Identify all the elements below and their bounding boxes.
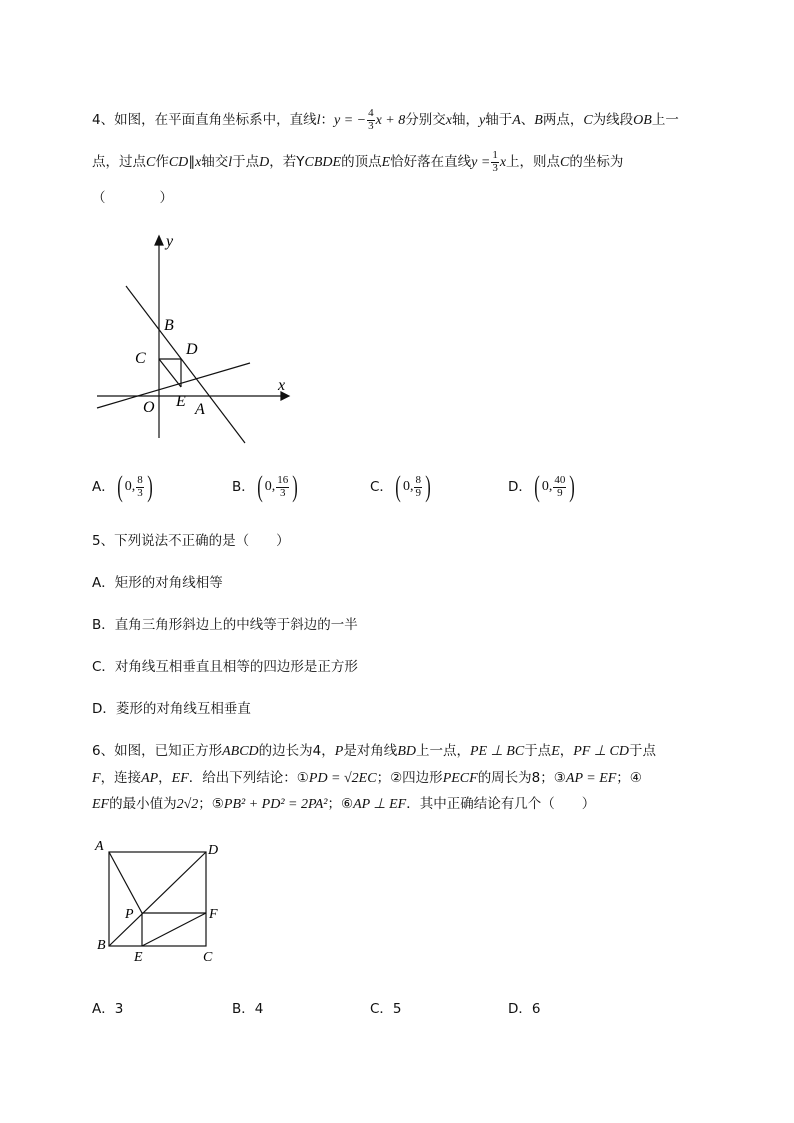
label-x: x xyxy=(278,377,286,394)
q4-option-c[interactable]: C．( 0, $\frac{8}{9}$ ) xyxy=(370,470,431,503)
q6-option-b[interactable]: B．4 xyxy=(232,1001,264,1017)
segment-ce xyxy=(159,359,181,387)
label-e: E xyxy=(176,393,186,410)
label-a: A xyxy=(95,839,104,854)
label-a: A xyxy=(195,401,205,418)
q4-option-d[interactable]: D．( 0, $\frac{40}{9}$ ) xyxy=(508,470,576,503)
fraction-1-3: $\frac{1}{3}$ xyxy=(492,149,498,174)
label-y: y xyxy=(166,233,174,250)
q6-stem-line-2: F，连接AP，EF．给出下列结论：①PD = √2EC；②四边形PECF的周长为8；③AP = EF；④ xyxy=(92,770,642,786)
diagonal-bd xyxy=(109,852,206,946)
label-o: O xyxy=(143,399,155,416)
q5-option-d[interactable]: D．菱形的对角线互相垂直 xyxy=(92,701,251,717)
q4-figure xyxy=(92,228,302,448)
q4-option-a[interactable]: A．( 0, $\frac{8}{3}$ ) xyxy=(92,470,153,503)
q4-answer-blank: （ ） xyxy=(92,190,173,206)
q6-stem-line-3: EF的最小值为2√2；⑤PB² + PD² = 2PA²；⑥AP ⊥ EF．其中正确结论有几个（ ） xyxy=(92,796,596,812)
q5-option-a[interactable]: A．矩形的对角线相等 xyxy=(92,575,223,591)
q4-option-b[interactable]: B．( 0, $\frac{16}{3}$ ) xyxy=(232,470,299,503)
y-axis-arrow xyxy=(155,236,163,245)
line-y-third-x xyxy=(97,363,250,408)
label-c: C xyxy=(135,350,146,367)
label-d: D xyxy=(186,341,198,358)
q5-stem: 5、下列说法不正确的是（ ） xyxy=(92,533,290,549)
label-f: F xyxy=(209,907,218,922)
label-p: P xyxy=(125,907,134,922)
q5-option-c[interactable]: C．对角线互相垂直且相等的四边形是正方形 xyxy=(92,659,358,675)
q4-stem-line-2: 点，过点C作CD∥x轴交l于点D，若YCBDE的顶点E恰好落在直线y = $\frac{1}{3}$ x上，则点C的坐标为 xyxy=(92,149,624,174)
segment-ap xyxy=(109,852,142,913)
segment-ef xyxy=(142,913,206,946)
label-b: B xyxy=(164,317,174,334)
label-d: D xyxy=(208,843,219,858)
q4-stem-line-1: 4、如图，在平面直角坐标系中，直线l：y = − $\frac{4}{3}$ x + 8分别交x轴，y轴于A、B两点，C为线段OB上一 xyxy=(92,107,679,132)
q6-stem-line-1: 6、如图，已知正方形ABCD的边长为4，P是对角线BD上一点，PE ⊥ BC于点E，PF ⊥ CD于点 xyxy=(92,743,656,759)
label-b: B xyxy=(97,938,106,953)
q6-figure xyxy=(92,835,232,970)
fraction-4-3: $\frac{4}{3}$ xyxy=(368,107,374,132)
q6-option-c[interactable]: C．5 xyxy=(370,1001,402,1017)
label-c: C xyxy=(203,950,213,965)
q6-option-d[interactable]: D．6 xyxy=(508,1001,541,1017)
q5-option-b[interactable]: B．直角三角形斜边上的中线等于斜边的一半 xyxy=(92,617,358,633)
label-e: E xyxy=(134,950,143,965)
q6-option-a[interactable]: A．3 xyxy=(92,1001,124,1017)
